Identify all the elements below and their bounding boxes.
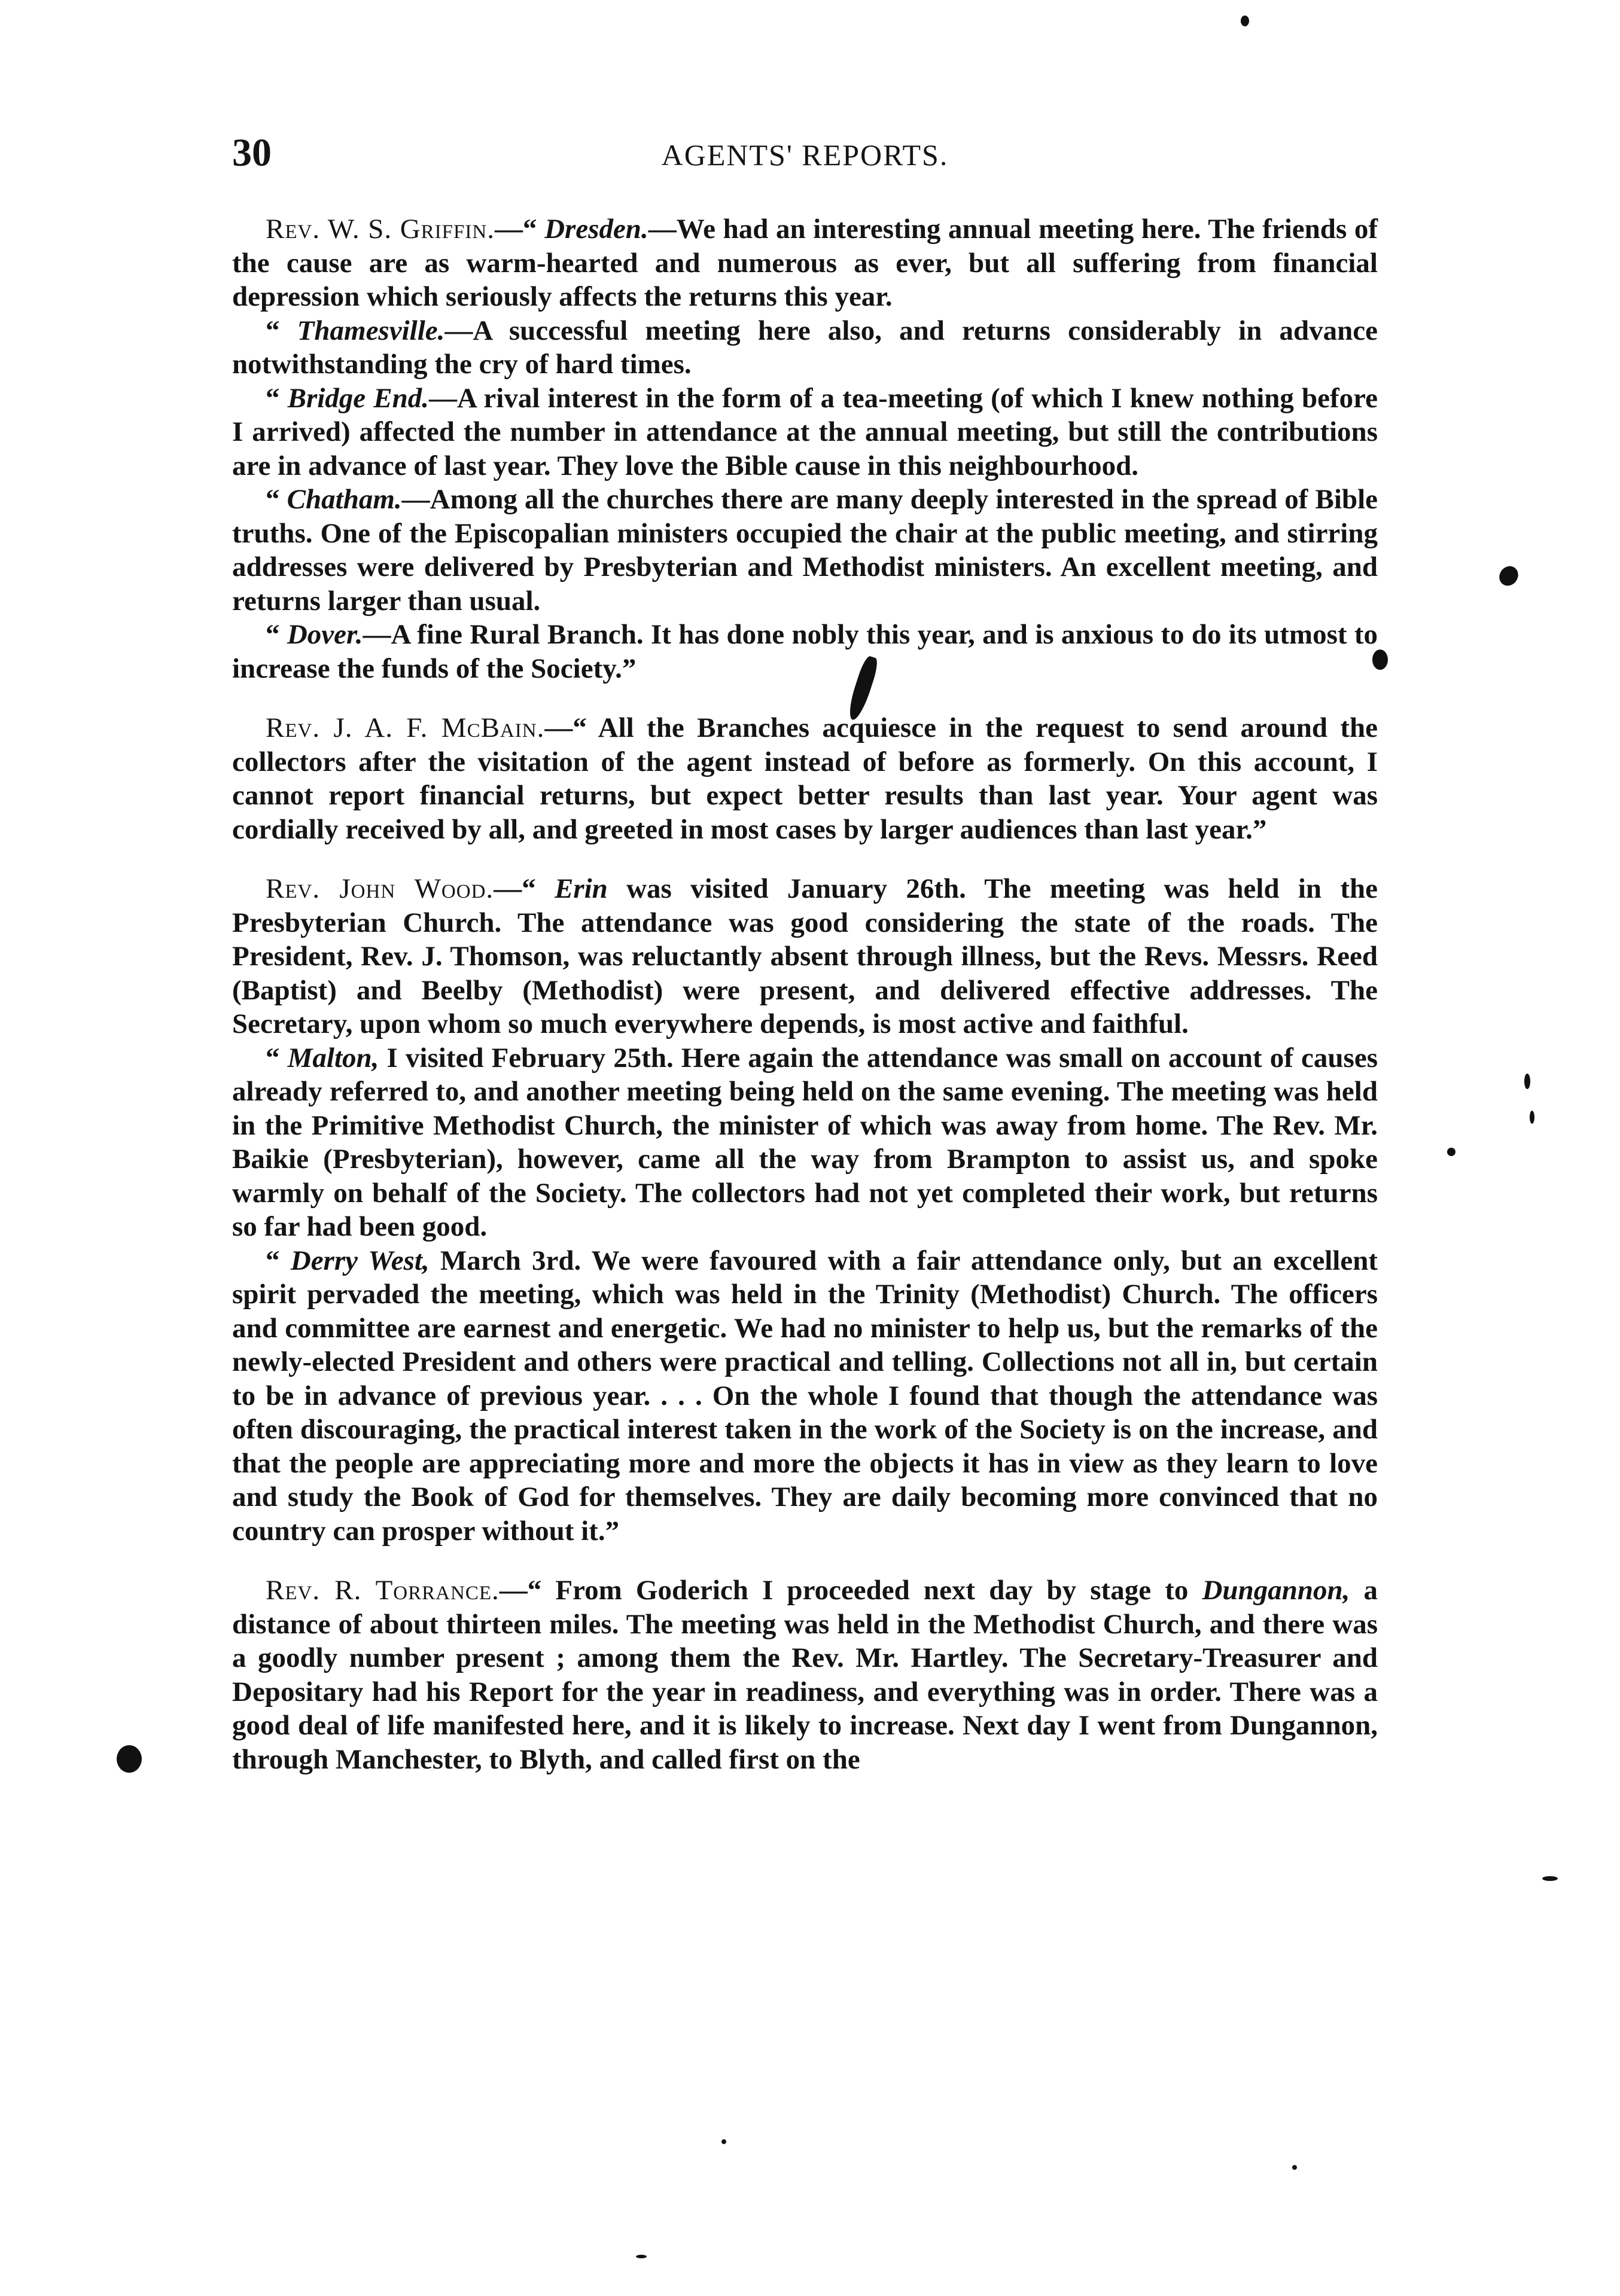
place-name: Dover. — [287, 619, 363, 650]
ink-blot — [1496, 562, 1522, 589]
report-text: —A successful meeting here also, and returns considerably in advance notwithstanding the cry of hard times. — [232, 315, 1378, 380]
report-wood-erin: Rev. John Wood.—“ Erin was visited January 26th. The meeting was held in the Presbyterian Church. The attendance was good considering the state of the roads. The President, Rev. J. Thomson, was reluctantly absent through illness, but the Revs. Messrs. Reed (Baptist) and Beelby (Methodist) were present, and delivered effective addresses. The Secretary, upon whom so much everywhere depends, is most active and faithful. — [232, 873, 1378, 1039]
speaker-name: Rev. R. Torrance. — [266, 1575, 500, 1606]
place-name: Derry West, — [290, 1245, 430, 1276]
page-header — [232, 130, 1378, 178]
ink-blot — [1292, 2165, 1297, 2170]
ink-blot — [636, 2255, 647, 2258]
ink-blot — [1447, 1148, 1455, 1156]
ink-blot — [721, 2139, 726, 2144]
report-text: —A fine Rural Branch. It has done nobly this year, and is anxious to do its utmost to increase the funds of the Society.” — [232, 619, 1378, 684]
report-torrance: Rev. R. Torrance.—“ From Goderich I proceeded next day by stage to Dungannon, a distance of about thirteen miles. The meeting was held in the Methodist Church, and there was a goodly number present ; among them the Rev. Mr. Hartley. The Secretary-Treasurer and Depositary had his Report for the year in readiness, and everything was in order. There was a good deal of life manifested here, and it is likely to increase. Next day I went from Dungannon, through Manchester, to Blyth, and called first on the — [232, 1575, 1378, 1775]
report-text: From Goderich I proceeded next day by stage to — [555, 1575, 1202, 1606]
place-name: Dresden. — [544, 214, 648, 245]
report-mcbain: Rev. J. A. F. McBain.—“ All the Branches acquiesce in the request to send around the collectors after the visitation of the agent instead of before as formerly. On this account, I cannot report financial returns, but expect better results than last year. Your agent was cordially received by all, and greeted in most cases by larger audiences than last year.” — [232, 712, 1378, 845]
report-griffin-dresden: Rev. W. S. Griffin.—“ Dresden.—We had an interesting annual meeting here. The friends of the cause are as warm-hearted and numerous as ever, but all suffering from financial depression which seriously affects the returns this year. — [232, 214, 1378, 312]
speaker-name: Rev. W. S. Griffin. — [266, 214, 495, 245]
place-name: Chatham. — [287, 484, 402, 515]
speaker-name: Rev. J. A. F. McBain. — [266, 712, 545, 743]
report-wood-derry-west: “ Derry West, March 3rd. We were favoured with a fair attendance only, but an excellent spirit pervaded the meeting, which was held in the Trinity (Methodist) Church. The officers and committee are earnest and energetic. We had no minister to help us, but the remarks of the newly-elected President and others were practical and telling. Collections not all in, but certain to be in advance of previous year. . . . On the whole I found that though the attendance was often discouraging, the practical interest taken in the work of the Society is on the increase, and that the people are appreciating more and more the objects it has in view as they learn to love and study the Book of God for themselves. They are daily becoming more convinced that no country can prosper without it.” — [232, 1245, 1378, 1547]
report-text: —We had an interesting annual meeting here. The friends of the cause are as warm-hearted and numerous as ever, but all suffering from financial depression which seriously affects the returns this year. — [232, 214, 1378, 312]
ink-blot — [1241, 16, 1249, 26]
report-griffin-dover: “ Dover.—A fine Rural Branch. It has done nobly this year, and is anxious to do its utmost to increase the funds of the Society.” — [232, 619, 1378, 684]
report-text: —A rival interest in the form of a tea-meeting (of which I knew nothing before I arrived) affected the number in attendance at the annual meeting, but still the contributions are in advance of last year. They love the Bible cause in this neighbourhood. — [232, 382, 1378, 481]
ink-blot — [1542, 1876, 1558, 1881]
ink-blot — [1530, 1111, 1534, 1124]
report-text: I visited February 25th. Here again the attendance was small on account of causes already referred to, and another meeting being held on the same evening. The meeting was held in the Primitive Methodist Church, the minister of which was away from home. The Rev. Mr. Baikie (Presbyterian), however, came all the way from Brampton to assist us, and spoke warmly on behalf of the Society. The collectors had not yet completed their work, but returns so far had been good. — [232, 1042, 1378, 1242]
place-name: Erin — [554, 873, 608, 904]
report-text: a distance of about thirteen miles. The meeting was held in the Methodist Church, and there was a goodly number present ; among them the Rev. Mr. Hartley. The Secretary-Treasurer and Depositary had his Report for the year in readiness, and everything was in order. There was a good deal of life manifested here, and it is likely to increase. Next day I went from Dungannon, through Manchester, to Blyth, and called first on the — [232, 1575, 1378, 1775]
place-name: Thamesville. — [297, 315, 445, 346]
report-text: All the Branches acquiesce in the request to send around the collectors after the visitation of the agent instead of before as formerly. On this account, I cannot report financial returns, but expect better results than last year. Your agent was cordially received by all, and greeted in most cases by larger audiences than last year.” — [232, 712, 1378, 845]
ink-blot — [117, 1745, 142, 1773]
place-name: Malton, — [287, 1042, 379, 1074]
ink-blot — [1372, 650, 1388, 670]
report-text: March 3rd. We were favoured with a fair attendance only, but an excellent spirit pervaded the meeting, which was held in the Trinity (Methodist) Church. The officers and committee are earnest and energetic. We had no minister to help us, but the remarks of the newly-elected President and others were practical and telling. Collections not all in, but certain to be in advance of previous year. . . . On the whole I found that though the attendance was often discouraging, the practical interest taken in the work of the Society is on the increase, and that the people are appreciating more and more the objects it has in view as they learn to love and study the Book of God for themselves. They are daily becoming more convinced that no country can prosper without it.” — [232, 1245, 1378, 1547]
report-text: was visited January 26th. The meeting was held in the Presbyterian Church. The attendance was good considering the state of the roads. The President, Rev. J. Thomson, was reluctantly absent through illness, but the Revs. Messrs. Reed (Baptist) and Beelby (Methodist) were present, and delivered effective addresses. The Secretary, upon whom so much everywhere depends, is most active and faithful. — [232, 873, 1378, 1039]
running-title: AGENTS' REPORTS. — [661, 138, 949, 172]
report-griffin-chatham: “ Chatham.—Among all the churches there are many deeply interested in the spread of Bible truths. One of the Episcopalian ministers occupied the chair at the public meeting, and stirring addresses were delivered by Presbyterian and Methodist ministers. An excellent meeting, and returns larger than usual. — [232, 484, 1378, 617]
report-body — [232, 212, 1378, 1776]
report-wood-malton: “ Malton, I visited February 25th. Here again the attendance was small on account of causes already referred to, and another meeting being held on the same evening. The meeting was held in the Primitive Methodist Church, the minister of which was away from home. The Rev. Mr. Baikie (Presbyterian), however, came all the way from Brampton to assist us, and spoke warmly on behalf of the Society. The collectors had not yet completed their work, but returns so far had been good. — [232, 1042, 1378, 1242]
ink-blot — [1524, 1074, 1530, 1089]
report-griffin-bridge-end: “ Bridge End.—A rival interest in the form of a tea-meeting (of which I knew nothing before I arrived) affected the number in attendance at the annual meeting, but still the contributions are in advance of last year. They love the Bible cause in this neighbourhood. — [232, 382, 1378, 481]
speaker-name: Rev. John Wood. — [266, 873, 494, 904]
page-number: 30 — [232, 131, 272, 175]
report-griffin-thamesville: “ Thamesville.—A successful meeting here also, and returns considerably in advance notwithstanding the cry of hard times. — [232, 315, 1378, 380]
place-name: Bridge End. — [287, 382, 429, 414]
place-name: Dungannon, — [1202, 1575, 1350, 1606]
report-text: —Among all the churches there are many deeply interested in the spread of Bible truths. One of the Episcopalian ministers occupied the chair at the public meeting, and stirring addresses were delivered by Presbyterian and Methodist ministers. An excellent meeting, and returns larger than usual. — [232, 484, 1378, 617]
